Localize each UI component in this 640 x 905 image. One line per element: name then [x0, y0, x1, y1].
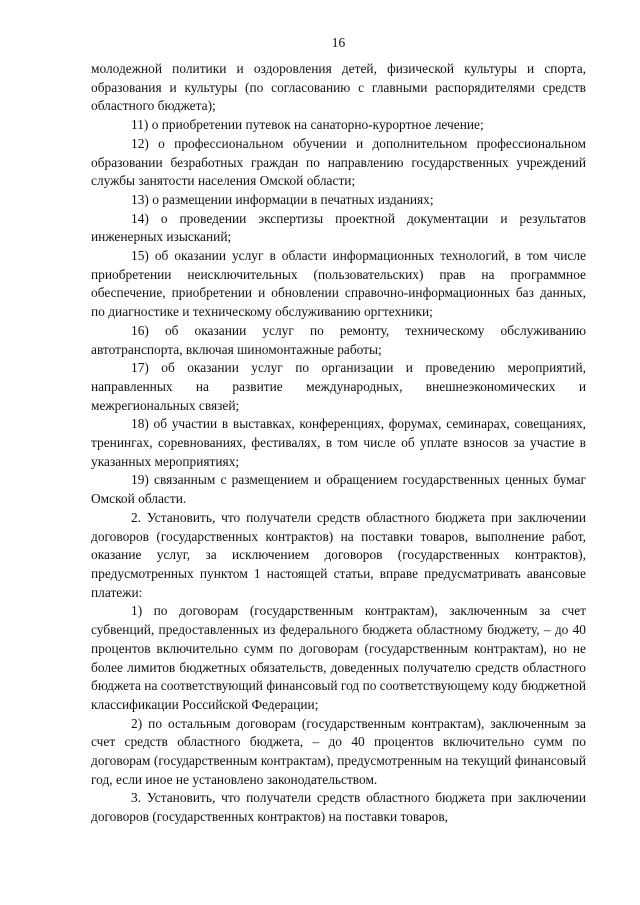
- paragraph-clause-2: 2. Установить, что получатели средств областного бюджета при заключении договоров (государственных контрактов) на поставки товаров, выполнение работ, оказание услуг, за исключением договоров (государственных контрактов), предусмотренных пунктом 1 настоящей статьи, вправе предусматривать авансовые платежи:: [91, 509, 586, 600]
- paragraph-item-14: 14) о проведении экспертизы проектной документации и результатов инженерных изысканий;: [91, 210, 586, 245]
- paragraph-item-13: 13) о размещении информации в печатных изданиях;: [131, 191, 434, 207]
- paragraph-continuation: молодежной политики и оздоровления детей, физической культуры и спорта, образования и культуры (по согласованию с главными распорядителями средств областного бюджета);: [91, 61, 586, 114]
- paragraph-item-15: 15) об оказании услуг в области информационных технологий, в том числе приобретении неисключительных (пользовательских) прав на программное обеспечение, приобретении и обновлении справочно-информационных баз данных, по диагностике и техническому обслуживанию оргтехники;: [91, 248, 586, 320]
- page-number: 16: [331, 35, 346, 50]
- paragraph-item-18: 18) об участии в выставках, конференциях, форумах, семинарах, совещаниях, тренингах, соревнованиях, фестивалях, в том числе об уплате взносов за участие в указанных мероприятиях;: [91, 416, 586, 469]
- paragraph-item-16: 16) об оказании услуг по ремонту, техническому обслуживанию автотранспорта, включая шиномонтажные работы;: [91, 322, 586, 357]
- paragraph-clause-2-item-1: 1) по договорам (государственным контрактам), заключенным за счет субвенций, предоставленных из федерального бюджета областному бюджету, – до 40 процентов включительно сумм по договорам (государственным контрактам), но не более лимитов бюджетных обязательств, доведенных получателю средств областного бюджета на соответствующий финансовый год по соответствующему коду бюджетной классификации Российской Федерации;: [91, 603, 586, 712]
- paragraph-clause-3: 3. Установить, что получатели средств областного бюджета при заключении договоров (государственных контрактов) на поставки товаров,: [91, 790, 586, 825]
- paragraph-clause-2-item-2: 2) по остальным договорам (государственным контрактам), заключенным за счет средств областного бюджета, – до 40 процентов включительно сумм по договорам (государственным контрактам), предусмотренным на текущий финансовый год, если иное не установлено законодательством.: [91, 715, 586, 787]
- document-body: [91, 60, 586, 827]
- paragraph-item-17: 17) об оказании услуг по организации и проведению мероприятий, направленных на развитие международных, внешнеэкономических и межрегиональных связей;: [91, 360, 586, 413]
- paragraph-item-11: 11) о приобретении путевок на санаторно-курортное лечение;: [131, 117, 484, 133]
- paragraph-item-12: 12) о профессиональном обучении и дополнительном профессиональном образовании безработных граждан по направлению государственных учреждений службы занятости населения Омской области;: [91, 135, 586, 189]
- paragraph-item-19: 19) связанным с размещением и обращением государственных ценных бумаг Омской области.: [91, 472, 586, 507]
